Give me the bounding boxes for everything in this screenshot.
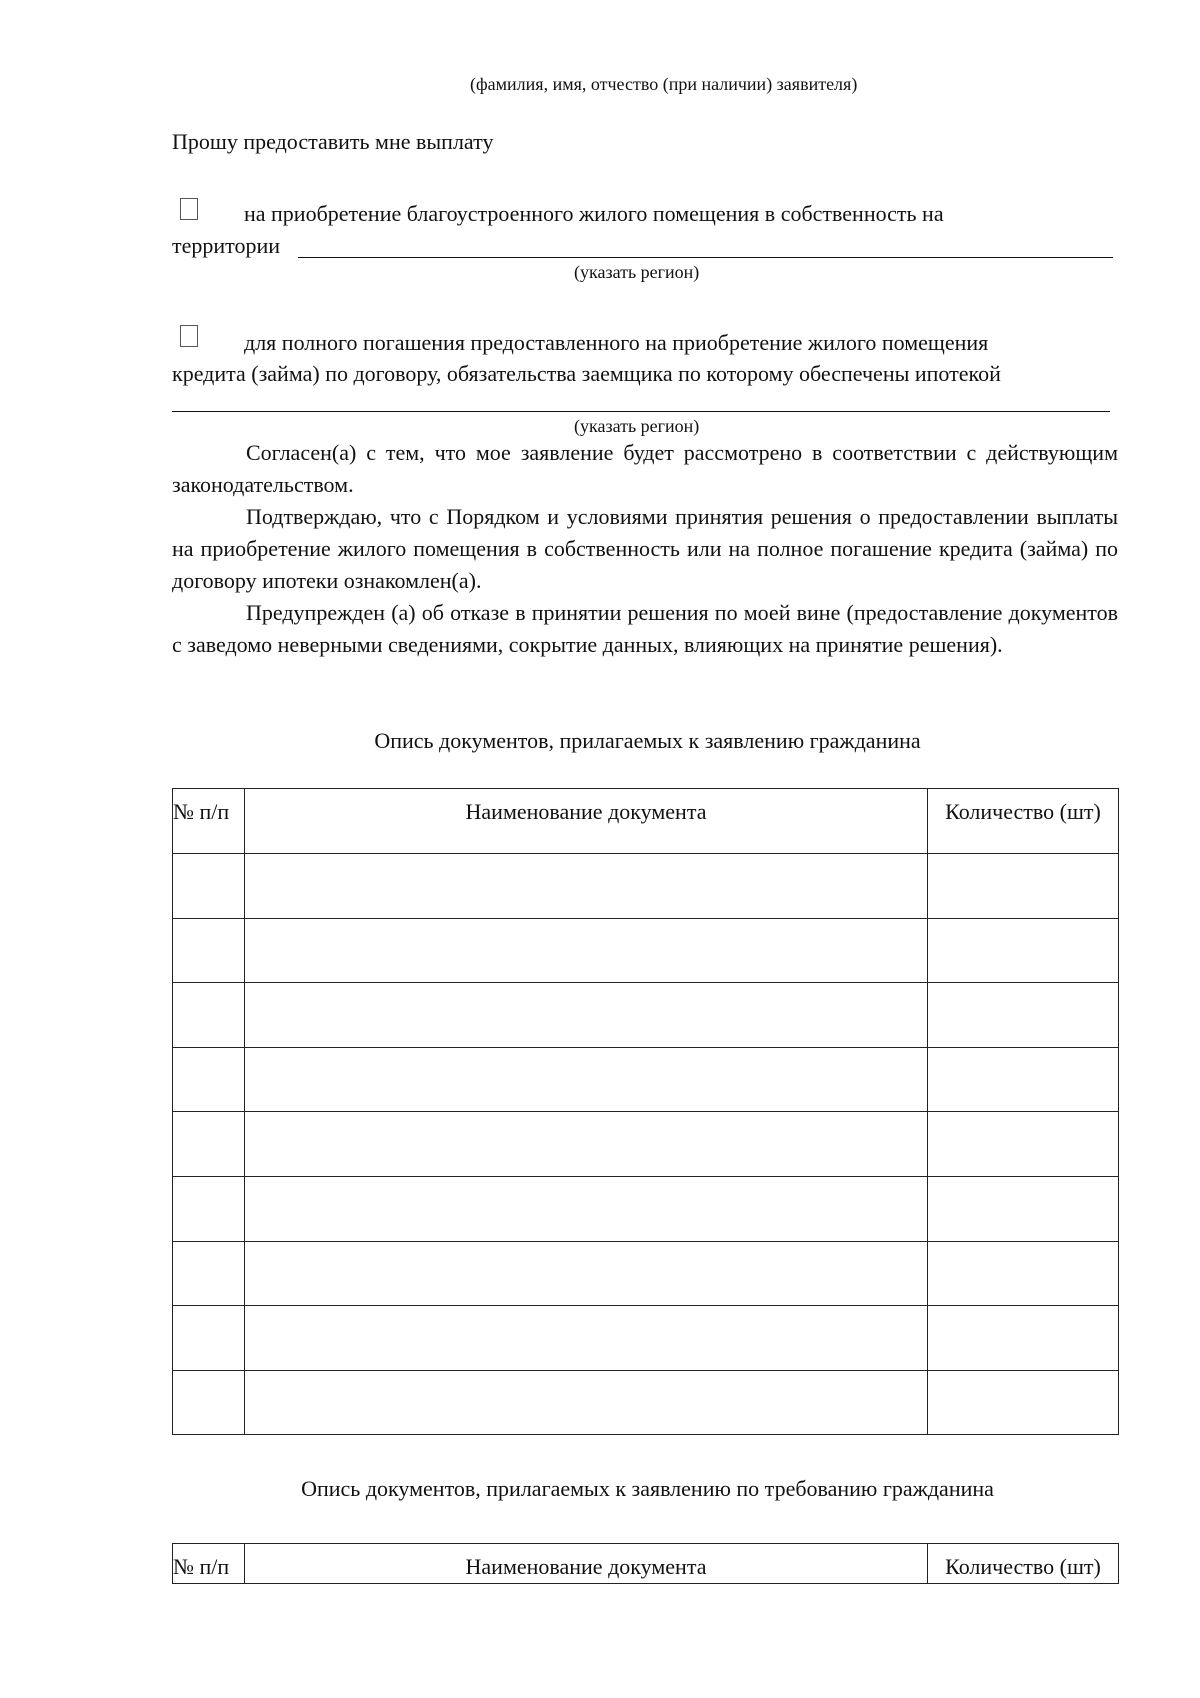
cell-quantity[interactable] <box>928 1306 1119 1371</box>
header-number: № п/п <box>173 1544 245 1584</box>
region-input-line-2[interactable] <box>172 411 1110 412</box>
statement-paragraphs <box>172 437 1118 661</box>
table-row <box>173 1112 1119 1177</box>
header-number: № п/п <box>173 789 245 854</box>
warning-paragraph: Предупрежден (а) об отказе в принятии решения по моей вине (предоставление документов с заведомо неверными сведениями, сокрытие данных, влияющих на принятие решения). <box>172 600 1118 657</box>
cell-quantity[interactable] <box>928 1370 1119 1435</box>
table-row <box>173 1306 1119 1371</box>
cell-quantity[interactable] <box>928 918 1119 983</box>
cell-number[interactable] <box>173 918 245 983</box>
cell-number[interactable] <box>173 1176 245 1241</box>
request-text: Прошу предоставить мне выплату <box>172 129 494 154</box>
option1-text-line1: на приобретение благоустроенного жилого помещения в собственность на <box>244 201 944 226</box>
cell-document-name[interactable] <box>245 1176 928 1241</box>
cell-quantity[interactable] <box>928 854 1119 919</box>
table-row <box>173 1176 1119 1241</box>
table-row <box>173 983 1119 1048</box>
header-document-name: Наименование документа <box>245 789 928 854</box>
cell-document-name[interactable] <box>245 1241 928 1306</box>
cell-document-name[interactable] <box>245 1112 928 1177</box>
cell-number[interactable] <box>173 1112 245 1177</box>
cell-document-name[interactable] <box>245 918 928 983</box>
table-row <box>173 1370 1119 1435</box>
region-caption-2: (указать регион) <box>574 416 700 436</box>
cell-number[interactable] <box>173 983 245 1048</box>
cell-document-name[interactable] <box>245 1370 928 1435</box>
cell-number[interactable] <box>173 1241 245 1306</box>
region-input-line-1[interactable] <box>298 257 1113 258</box>
cell-document-name[interactable] <box>245 983 928 1048</box>
confirmation-paragraph: Подтверждаю, что с Порядком и условиями принятия решения о предоставлении выплаты на приобретение жилого помещения в собственность или на полное погашение кредита (займа) по договору ипотеки ознакомлен(а). <box>172 504 1118 593</box>
header-quantity: Количество (шт) <box>928 1544 1119 1584</box>
option2-text-line1: для полного погашения предоставленного на приобретение жилого помещения <box>244 330 989 355</box>
cell-document-name[interactable] <box>245 854 928 919</box>
cell-number[interactable] <box>173 1047 245 1112</box>
option2-text-line2: кредита (займа) по договору, обязательства заемщика по которому обеспечены ипотекой <box>172 361 1001 386</box>
header-document-name: Наименование документа <box>245 1544 928 1584</box>
table-row <box>173 1047 1119 1112</box>
cell-number[interactable] <box>173 854 245 919</box>
cell-quantity[interactable] <box>928 1241 1119 1306</box>
documents-list-title: Опись документов, прилагаемых к заявлению гражданина <box>374 728 921 753</box>
mortgage-repayment-checkbox[interactable] <box>180 325 198 347</box>
requested-documents-list-title: Опись документов, прилагаемых к заявлению по требованию гражданина <box>301 1476 994 1501</box>
applicant-name-caption: (фамилия, имя, отчество (при наличии) заявителя) <box>470 74 858 94</box>
table-row <box>173 1241 1119 1306</box>
header-quantity: Количество (шт) <box>928 789 1119 854</box>
documents-table <box>172 788 1119 1435</box>
cell-quantity[interactable] <box>928 1112 1119 1177</box>
table-row <box>173 918 1119 983</box>
cell-quantity[interactable] <box>928 1176 1119 1241</box>
purchase-option-checkbox[interactable] <box>180 198 198 220</box>
region-caption-1: (указать регион) <box>574 262 700 282</box>
cell-quantity[interactable] <box>928 1047 1119 1112</box>
cell-number[interactable] <box>173 1370 245 1435</box>
cell-quantity[interactable] <box>928 983 1119 1048</box>
option1-text-line2: территории <box>172 233 281 258</box>
table-header-row <box>173 1544 1119 1584</box>
table-row <box>173 854 1119 919</box>
cell-document-name[interactable] <box>245 1306 928 1371</box>
cell-number[interactable] <box>173 1306 245 1371</box>
table-header-row <box>173 789 1119 854</box>
cell-document-name[interactable] <box>245 1047 928 1112</box>
consent-paragraph: Согласен(а) с тем, что мое заявление будет рассмотрено в соответствии с действующим законодательством. <box>172 440 1118 497</box>
requested-documents-table <box>172 1543 1119 1584</box>
